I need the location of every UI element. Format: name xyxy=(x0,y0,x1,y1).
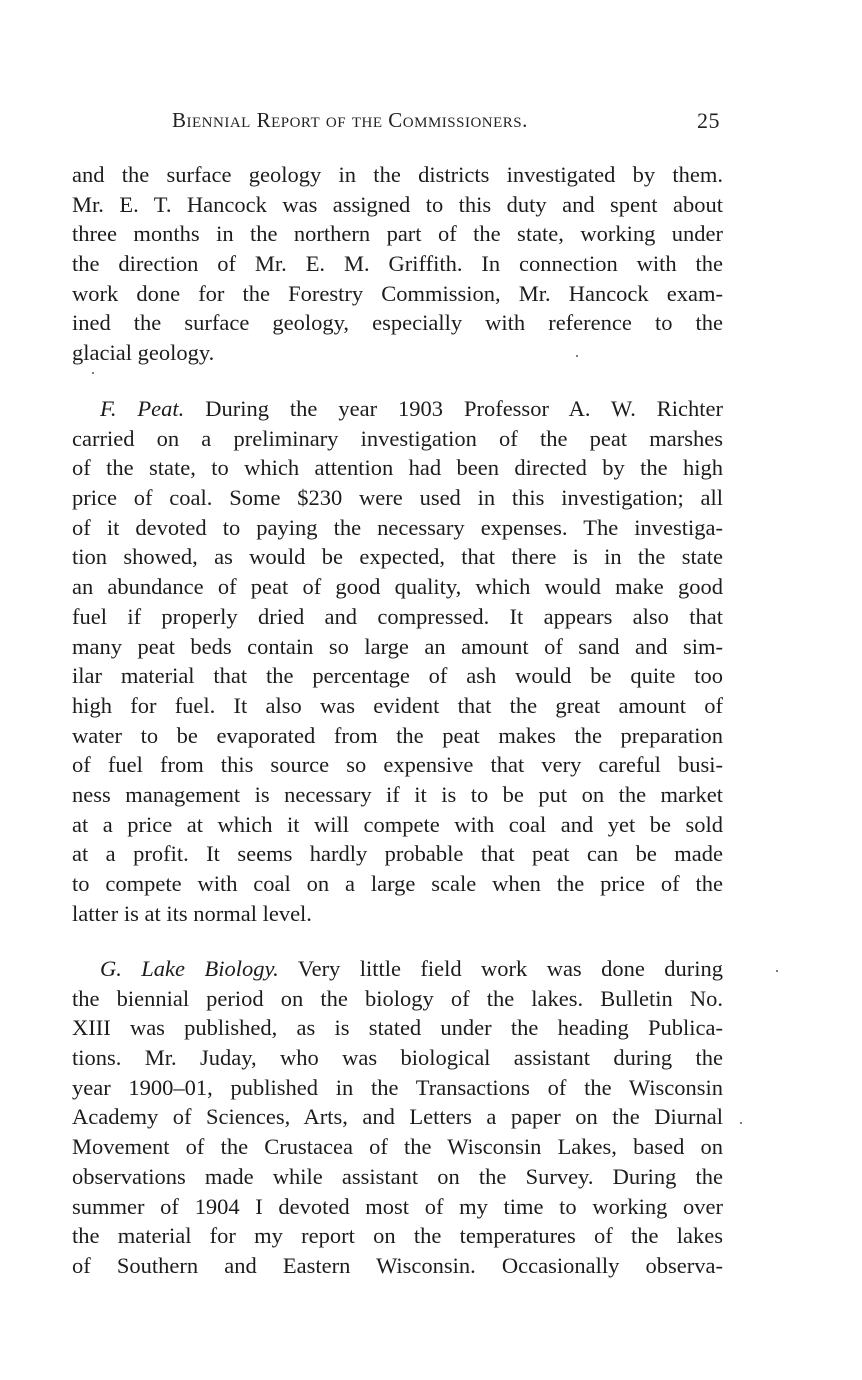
text-line: price of coal. Some $230 were used in this investigation; all xyxy=(72,485,723,511)
text-line: Very little field work was done during xyxy=(278,956,723,981)
text-line: ilar material that the percentage of ash would be quite too xyxy=(72,663,723,689)
text-line: ness management is necessary if it is to be put on the market xyxy=(72,781,723,807)
text-line: XIII was published, as is stated under the heading Publica- xyxy=(72,1015,723,1041)
text-line: at a profit. It seems hardly probable that peat can be made xyxy=(72,841,723,867)
text-line: many peat beds contain so large an amount of sand and sim- xyxy=(72,633,723,659)
text-line: carried on a preliminary investigation of the peat marshes xyxy=(72,425,723,451)
text-line: of the state, to which attention had been directed by the high xyxy=(72,455,723,481)
text-line: of fuel from this source so expensive that very careful busi- xyxy=(72,752,723,778)
text-line: to compete with coal on a large scale when the price of the xyxy=(72,871,723,896)
text-line: summer of 1904 I devoted most of my time to working over xyxy=(72,1193,723,1219)
text-line: observations made while assistant on the Survey. During the xyxy=(72,1163,723,1189)
text-line: water to be evaporated from the peat makes the preparation xyxy=(72,722,723,748)
text-line: three months in the northern part of the state, working under xyxy=(72,221,723,247)
scan-speck xyxy=(776,970,778,972)
paragraph-peat xyxy=(72,394,723,928)
text-line: Movement of the Crustacea of the Wisconsin Lakes, based on xyxy=(72,1134,723,1160)
section-heading-lake-biology: G. Lake Biology. xyxy=(100,956,279,981)
text-line: glacial geology. xyxy=(72,340,215,366)
running-title: Biennial Report of the Commissioners. xyxy=(172,108,528,132)
page-number: 25 xyxy=(697,108,720,133)
text-line: the direction of Mr. E. M. Griffith. In connection with the xyxy=(72,251,723,277)
text-line: an abundance of peat of good quality, which would make good xyxy=(72,574,723,600)
running-header xyxy=(172,108,720,138)
text-line: latter is at its normal level. xyxy=(72,900,312,926)
text-line: ined the surface geology, especially with reference to the xyxy=(72,310,723,336)
paragraph-surface-geology xyxy=(72,160,723,368)
text-line: of it devoted to paying the necessary expenses. The investiga- xyxy=(72,514,723,540)
text-line: tions. Mr. Juday, who was biological assistant during the xyxy=(72,1045,723,1071)
text-line: the material for my report on the temperatures of the lakes xyxy=(72,1223,723,1249)
text-line-lead xyxy=(72,954,723,984)
paragraph-lake-biology xyxy=(72,954,723,1281)
text-line: year 1900–01, published in the Transactions of the Wisconsin xyxy=(72,1074,723,1100)
text-line: tion showed, as would be expected, that there is in the state xyxy=(72,544,723,570)
text-line: at a price at which it will compete with coal and yet be sold xyxy=(72,811,723,837)
text-line: During the year 1903 Professor A. W. Richter xyxy=(184,396,724,421)
scan-speck xyxy=(576,355,578,357)
text-line: high for fuel. It also was evident that the great amount of xyxy=(72,692,723,718)
text-line: work done for the Forestry Commission, Mr. Hancock exam- xyxy=(72,280,723,306)
scan-speck xyxy=(92,372,94,374)
text-line: the biennial period on the biology of the lakes. Bulletin No. xyxy=(72,985,723,1011)
text-line: Mr. E. T. Hancock was assigned to this duty and spent about xyxy=(72,191,723,217)
section-heading-peat: F. Peat. xyxy=(100,396,185,421)
text-line-lead xyxy=(72,394,723,424)
text-line: Academy of Sciences, Arts, and Letters a paper on the Diurnal xyxy=(72,1104,723,1130)
text-line: of Southern and Eastern Wisconsin. Occasionally observa- xyxy=(72,1252,723,1278)
text-line: and the surface geology in the districts investigated by them. xyxy=(72,162,723,187)
text-line: fuel if properly dried and compressed. It appears also that xyxy=(72,603,723,629)
scan-speck xyxy=(740,1122,742,1124)
